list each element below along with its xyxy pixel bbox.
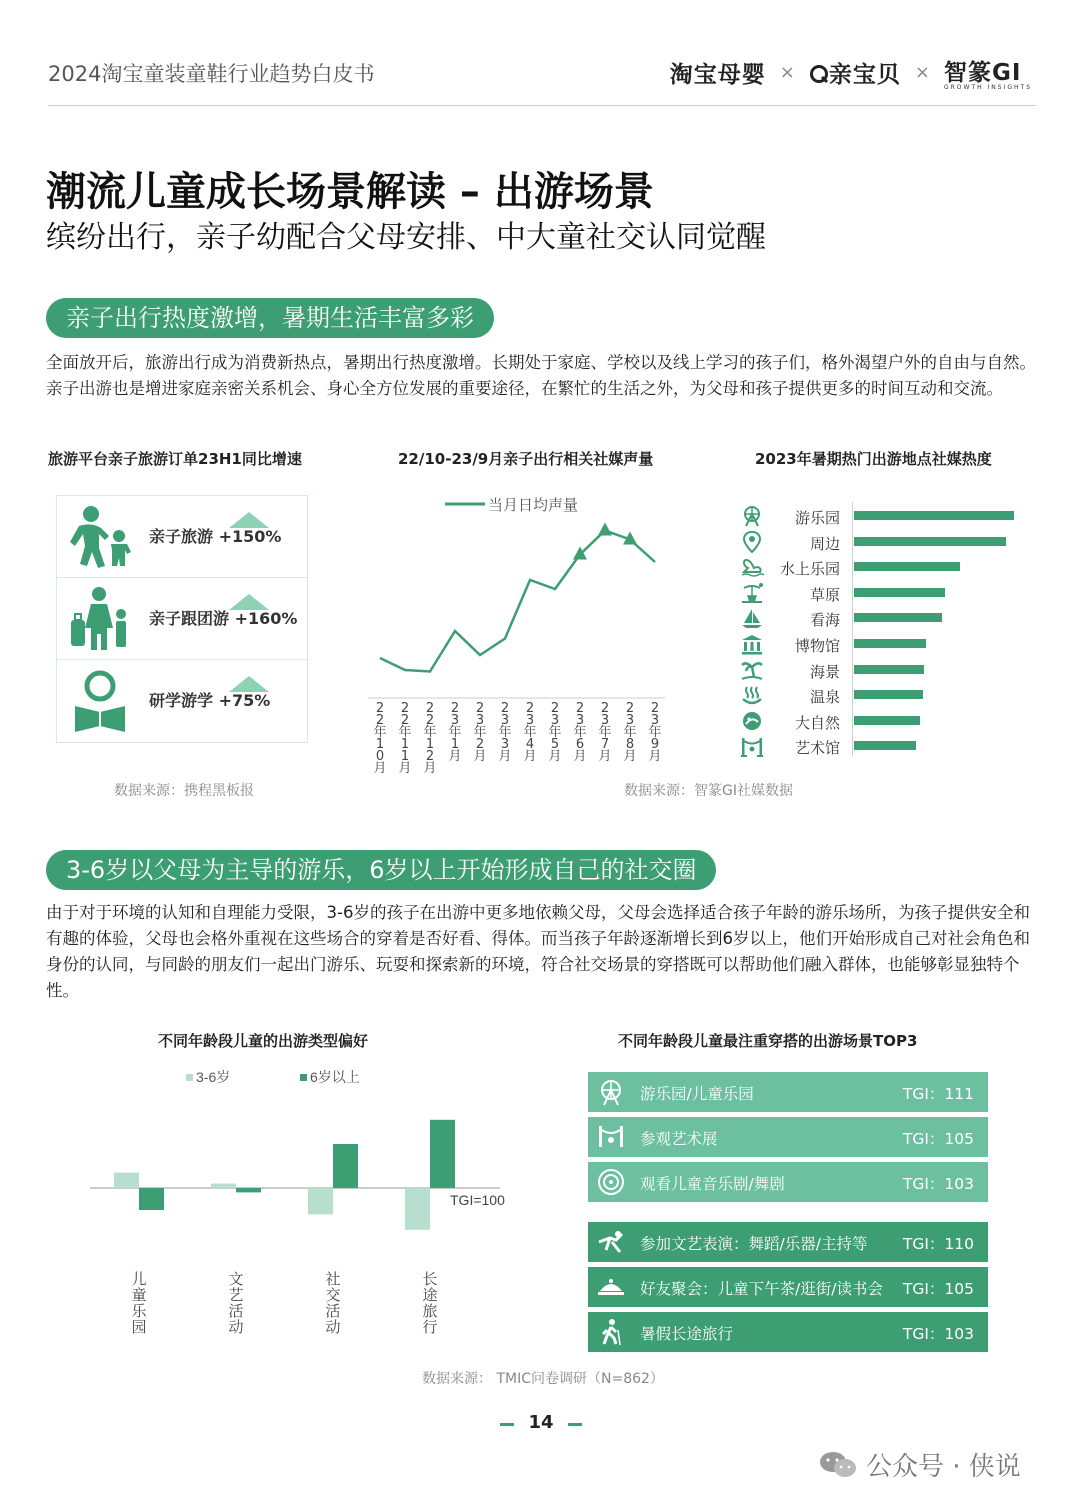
art-gallery-icon: [596, 1123, 626, 1151]
line-x-tick-label: 2 3 年 2 月: [473, 701, 487, 764]
logo-subtext: GROWTH INSIGHTS: [943, 84, 1032, 91]
partner-logos: [670, 54, 1032, 91]
rank-label: 海景: [809, 662, 840, 681]
grassland-icon: [740, 582, 764, 604]
growth-up-arrow: [229, 594, 269, 610]
tgi-value: TGI：110: [902, 1235, 974, 1253]
line-chart-source: 数据来源：智篆GI社媒数据: [624, 783, 793, 799]
tgi-row: [588, 1312, 988, 1352]
legend-label: 当月日均声量: [488, 497, 579, 514]
zhizhuan-gi-logo: 智篆GI GROWTH INSIGHTS: [943, 60, 1032, 91]
growth-up-arrow: [229, 676, 269, 692]
hot-spring-icon: [740, 684, 764, 706]
rank-label: 艺术馆: [794, 739, 840, 758]
bar-category-label: 儿童乐园: [131, 1270, 147, 1336]
page-subtitle: 缤纷出行，亲子幼配合父母安排、中大童社交认同觉醒: [46, 220, 766, 255]
tgi-row: [588, 1267, 988, 1307]
rank-label: 草原: [809, 585, 840, 604]
tgi-label: 观看儿童音乐剧/舞剧: [640, 1175, 785, 1193]
tgi-row: [588, 1162, 988, 1202]
ferris-wheel-icon: [596, 1078, 626, 1106]
rank-row: [740, 633, 1030, 655]
line-x-tick-label: 2 3 年 4 月: [523, 701, 537, 764]
rank-bar: [854, 639, 926, 648]
line-x-tick-label: 2 3 年 7 月: [598, 701, 612, 764]
tgi-label: 好友聚会：儿童下午茶/逛街/读书会: [640, 1280, 883, 1298]
rank-row: [740, 556, 1030, 578]
line-x-tick-label: 2 3 年 9 月: [648, 701, 662, 764]
legend-label: 6岁以上: [310, 1069, 360, 1085]
tgi-label: 暑假长途旅行: [640, 1325, 734, 1343]
rank-label: 看海: [809, 611, 840, 630]
legend-label: 3-6岁: [196, 1069, 231, 1085]
tgi-value: TGI：103: [902, 1325, 974, 1343]
section1-pill: 亲子出行热度激增，暑期生活丰富多彩: [46, 298, 494, 338]
report-title: 2024淘宝童装童鞋行业趋势白皮书: [48, 62, 375, 86]
line-series-path: [380, 531, 655, 672]
line-marker: [598, 523, 612, 536]
growth-box: [56, 495, 308, 743]
tgi-label: 参加文艺表演：舞蹈/乐器/主持等: [640, 1235, 868, 1253]
growth-label: 亲子跟团游 +160%: [149, 609, 298, 628]
tgi-source: 数据来源： TMIC问卷调研（N=862）: [422, 1371, 664, 1387]
taobao-muying-logo: 淘宝母婴: [669, 62, 766, 88]
line-x-tick-label: 2 2 年 1 2 月: [423, 701, 437, 776]
dessert-icon: [596, 1273, 626, 1301]
study-reading-icon: [65, 666, 135, 736]
line-x-tick-label: 2 2 年 1 1 月: [398, 701, 412, 776]
bar-category-label: 长途旅行: [422, 1270, 438, 1336]
tgi-value: TGI：105: [902, 1280, 974, 1298]
wechat-icon: [818, 1449, 858, 1481]
family-luggage-icon: [65, 584, 135, 654]
rank-label: 游乐园: [794, 509, 840, 527]
growth-chart-title: 旅游平台亲子旅游订单23H1同比增速: [48, 450, 302, 468]
bar-3-6: [308, 1188, 333, 1214]
tgi-value: TGI：111: [902, 1085, 974, 1103]
rank-bar: [854, 613, 942, 622]
tgi-value: TGI：105: [902, 1130, 974, 1148]
tgi-row: [588, 1072, 988, 1112]
rank-bar: [854, 588, 945, 597]
rank-bar: [854, 511, 1014, 520]
growth-row-study-tour: [57, 660, 307, 742]
rank-row: [740, 531, 1030, 553]
art-gallery-icon: [740, 735, 764, 757]
tgi-value: TGI：103: [902, 1175, 974, 1193]
page-title: 潮流儿童成长场景解读 – 出游场景: [46, 169, 654, 215]
bar-3-6: [114, 1173, 139, 1188]
rank-row: [740, 735, 1030, 757]
palm-tree-icon: [740, 659, 764, 681]
growth-label: 亲子旅游 +150%: [149, 527, 282, 546]
legend-swatch-6-plus: [300, 1074, 307, 1081]
legend-swatch-3-6: [186, 1074, 193, 1081]
rank-row: [740, 505, 1030, 527]
bar-6-plus: [139, 1188, 164, 1210]
baseline-label: TGI=100: [450, 1192, 505, 1208]
line-x-tick-label: 2 3 年 3 月: [498, 701, 512, 764]
rank-chart-title: 2023年暑期热门出游地点社媒热度: [755, 450, 992, 468]
hiker-icon: [596, 1318, 626, 1346]
rank-label: 水上乐园: [779, 560, 840, 579]
line-chart: [360, 480, 680, 780]
bar-3-6: [211, 1184, 236, 1188]
wechat-watermark: 公众号 · 侠说: [818, 1446, 1021, 1483]
sailboat-icon: [740, 607, 764, 629]
line-x-tick-label: 2 3 年 5 月: [548, 701, 562, 764]
growth-row-family-travel: [57, 496, 307, 578]
rank-label: 博物馆: [794, 637, 840, 655]
line-x-tick-label: 2 3 年 1 月: [448, 701, 462, 764]
bar-chart-title: 不同年龄段儿童的出游类型偏好: [158, 1032, 369, 1050]
bar-6-plus: [430, 1120, 455, 1188]
rank-bar: [854, 537, 1006, 546]
parent-child-icon: [65, 502, 135, 572]
rank-row: [740, 582, 1030, 604]
bar-3-6: [405, 1188, 430, 1230]
line-x-tick-label: 2 3 年 6 月: [573, 701, 587, 764]
dance-icon: [596, 1228, 626, 1256]
tgi-label: 游乐园/儿童乐园: [640, 1085, 754, 1103]
qinbaobei-logo: 亲宝贝: [809, 56, 901, 89]
rank-bar: [854, 665, 924, 674]
rank-row: [740, 710, 1030, 732]
swan-float-icon: [740, 556, 764, 578]
tgi-chart-title: 不同年龄段儿童最注重穿搭的出游场景TOP3: [618, 1032, 918, 1050]
rank-bar: [854, 716, 920, 725]
page-header: [48, 50, 1036, 106]
rank-row: [740, 659, 1030, 681]
tgi-row: [588, 1222, 988, 1262]
location-pin-icon: [740, 531, 764, 553]
growth-label: 研学游学 +75%: [149, 691, 271, 710]
tgi-row: [588, 1117, 988, 1157]
rank-bar: [854, 741, 916, 750]
section2-body: 由于对于环境的认知和自理能力受限，3-6岁的孩子在出游中更多地依赖父母，父母会选择适合孩子年龄的游乐场所，为孩子提供安全和有趣的体验，父母也会格外重视在这些场合的穿着是否好看、得体。而当孩子年龄逐渐增长到6岁以上，他们开始形成自己对社会角色和身份的认同，与同龄的朋友们一起出门游乐、玩耍和探索新的环境，符合社交场景的穿搭既可以帮助他们融入群体，也能够彰显独特个性。: [46, 903, 1030, 1000]
line-x-tick-label: 2 2 年 1 0 月: [373, 701, 387, 776]
rank-row: [740, 607, 1030, 629]
growth-source: 数据来源：携程黑板报: [114, 783, 254, 799]
bar-category-label: 社交活动: [325, 1270, 341, 1336]
growth-row-group-tour: [57, 578, 307, 660]
rank-bar: [854, 562, 960, 571]
bar-category-label: 文艺活动: [228, 1270, 244, 1336]
line-chart-title: 22/10-23/9月亲子出行相关社媒声量: [398, 450, 654, 468]
logo-separator: ×: [779, 62, 795, 83]
line-x-tick-label: 2 3 年 8 月: [623, 701, 637, 764]
rank-label: 大自然: [794, 713, 840, 732]
bar-chart: [80, 1062, 540, 1352]
qinbaobei-q-icon: [809, 64, 829, 84]
section2-pill: 3-6岁以父母为主导的游乐，6岁以上开始形成自己的社交圈: [46, 850, 716, 890]
rank-bar: [854, 690, 923, 699]
ferris-wheel-icon: [740, 505, 764, 527]
logo-separator: ×: [914, 62, 930, 83]
music-disc-icon: [596, 1168, 626, 1196]
rank-label: 温泉: [809, 688, 840, 707]
tgi-label: 参观艺术展: [640, 1130, 718, 1148]
growth-up-arrow: [229, 512, 269, 528]
rank-label: 周边: [809, 534, 840, 553]
bar-6-plus: [333, 1144, 358, 1188]
nature-icon: [740, 710, 764, 732]
rank-row: [740, 684, 1030, 706]
section1-body: 全面放开后，旅游出行成为消费新热点，暑期出行热度激增。长期处于家庭、学校以及线上学习的孩子们，格外渴望户外的自由与自然。亲子出游也是增进家庭亲密关系机会、身心全方位发展的重要途径，在繁忙的生活之外，为父母和孩子提供更多的时间互动和交流。: [46, 353, 1036, 398]
bar-6-plus: [236, 1188, 261, 1192]
museum-icon: [740, 633, 764, 655]
page-number: 14: [500, 1412, 582, 1433]
